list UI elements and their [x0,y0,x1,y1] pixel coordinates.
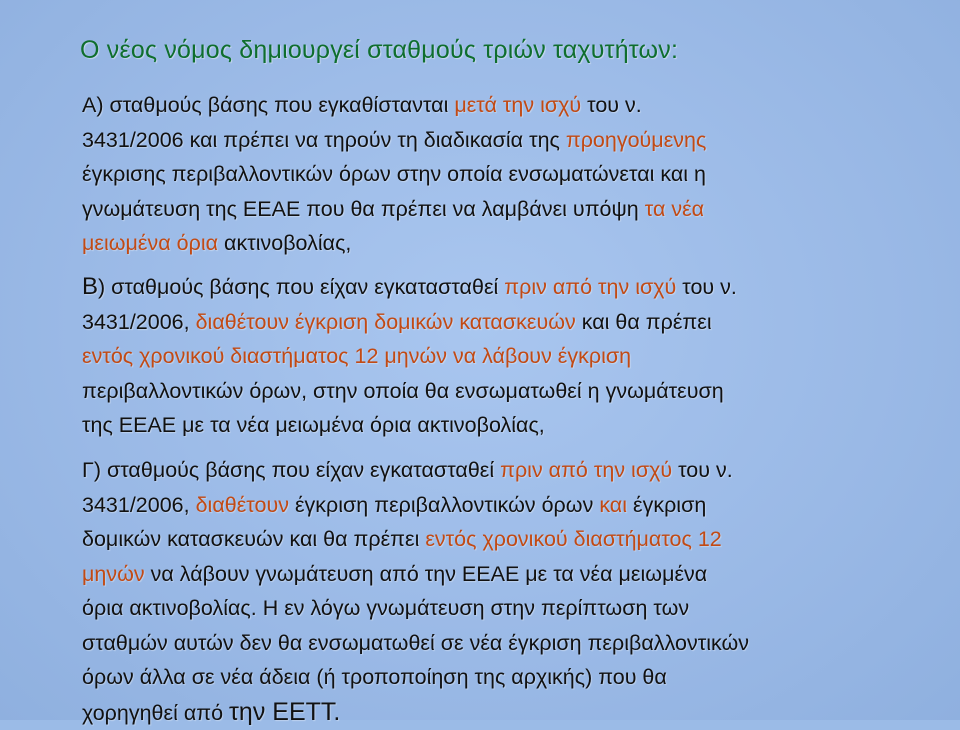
highlight-run: προηγούμενης [566,128,707,152]
highlight-run: και [599,493,627,517]
text-run: του ν. [676,275,737,299]
paragraph-a-line [82,192,932,227]
text-run: την ΕΕΤΤ. [229,698,340,726]
highlight-run: εντός χρονικού διαστήματος 12 [425,527,721,551]
paragraph-c-line: σταθμών αυτών δεν θα ενσωματωθεί σε νέα έγκριση περιβαλλοντικών [82,626,932,661]
text-run: του ν. [581,93,642,117]
slide-title: Ο νέος νόμος δημιουργεί σταθμούς τριών ταχυτήτων: [80,36,678,65]
text-run: Γ) σταθμούς βάσης που είχαν εγκατασταθεί [82,458,500,482]
highlight-run: τα νέα [645,197,704,221]
paragraph-a [82,88,932,261]
paragraph-a-line [82,123,932,158]
paragraph-c-line [82,522,932,557]
paragraph-c-line [82,695,932,730]
text-run: του ν. [672,458,733,482]
paragraph-c [82,453,932,730]
text-run: 3431/2006, [82,493,196,517]
paragraph-c-line [82,557,932,592]
paragraph-b-line: της ΕΕΑΕ με τα νέα μειωμένα όρια ακτινοβολίας, [82,408,932,443]
text-run: έγκριση περιβαλλοντικών όρων [289,493,599,517]
paragraph-b-line [82,270,932,305]
paragraph-c-line [82,453,932,488]
text-run: να λάβουν γνωμάτευση από την ΕΕΑΕ με τα νέα μειωμένα [145,562,708,586]
text-run: 3431/2006, [82,310,196,334]
highlight-run: διαθέτουν έγκριση δομικών κατασκευών [196,310,576,334]
paragraph-b-line: εντός χρονικού διαστήματος 12 μηνών να λάβουν έγκριση [82,339,932,374]
highlight-run: πριν από την ισχύ [504,275,676,299]
highlight-run: διαθέτουν [196,493,289,517]
paragraph-a-line [82,88,932,123]
text-run: Β [82,273,98,300]
paragraph-c-line: όρων άλλα σε νέα άδεια (ή τροποποίηση της αρχικής) που θα [82,660,932,695]
text-run: δομικών κατασκευών και θα πρέπει [82,527,425,551]
text-run: έγκριση [627,493,706,517]
text-run: και θα πρέπει [576,310,712,334]
paragraph-c-line: όρια ακτινοβολίας. Η εν λόγω γνωμάτευση στην περίπτωση των [82,591,932,626]
highlight-run: μειωμένα όρια [82,231,218,255]
text-run: ) σταθμούς βάσης που είχαν εγκατασταθεί [98,275,504,299]
highlight-run: πριν από την ισχύ [500,458,672,482]
text-run: ακτινοβολίας, [218,231,351,255]
highlight-run: μηνών [82,562,145,586]
paragraph-a-line [82,226,932,261]
text-run: 3431/2006 και πρέπει να τηρούν τη διαδικασία της [82,128,566,152]
paragraph-c-line [82,488,932,523]
text-run: Α) σταθμούς βάσης που εγκαθίστανται [82,93,454,117]
highlight-run: μετά την ισχύ [454,93,581,117]
text-run: χορηγηθεί από [82,701,229,725]
paragraph-b-line [82,305,932,340]
paragraph-a-line: έγκρισης περιβαλλοντικών όρων στην οποία ενσωματώνεται και η [82,157,932,192]
paragraph-b-line: περιβαλλοντικών όρων, στην οποία θα ενσωματωθεί η γνωμάτευση [82,374,932,409]
paragraph-b [82,270,932,443]
text-run: γνωμάτευση της ΕΕΑΕ που θα πρέπει να λαμβάνει υπόψη [82,197,645,221]
